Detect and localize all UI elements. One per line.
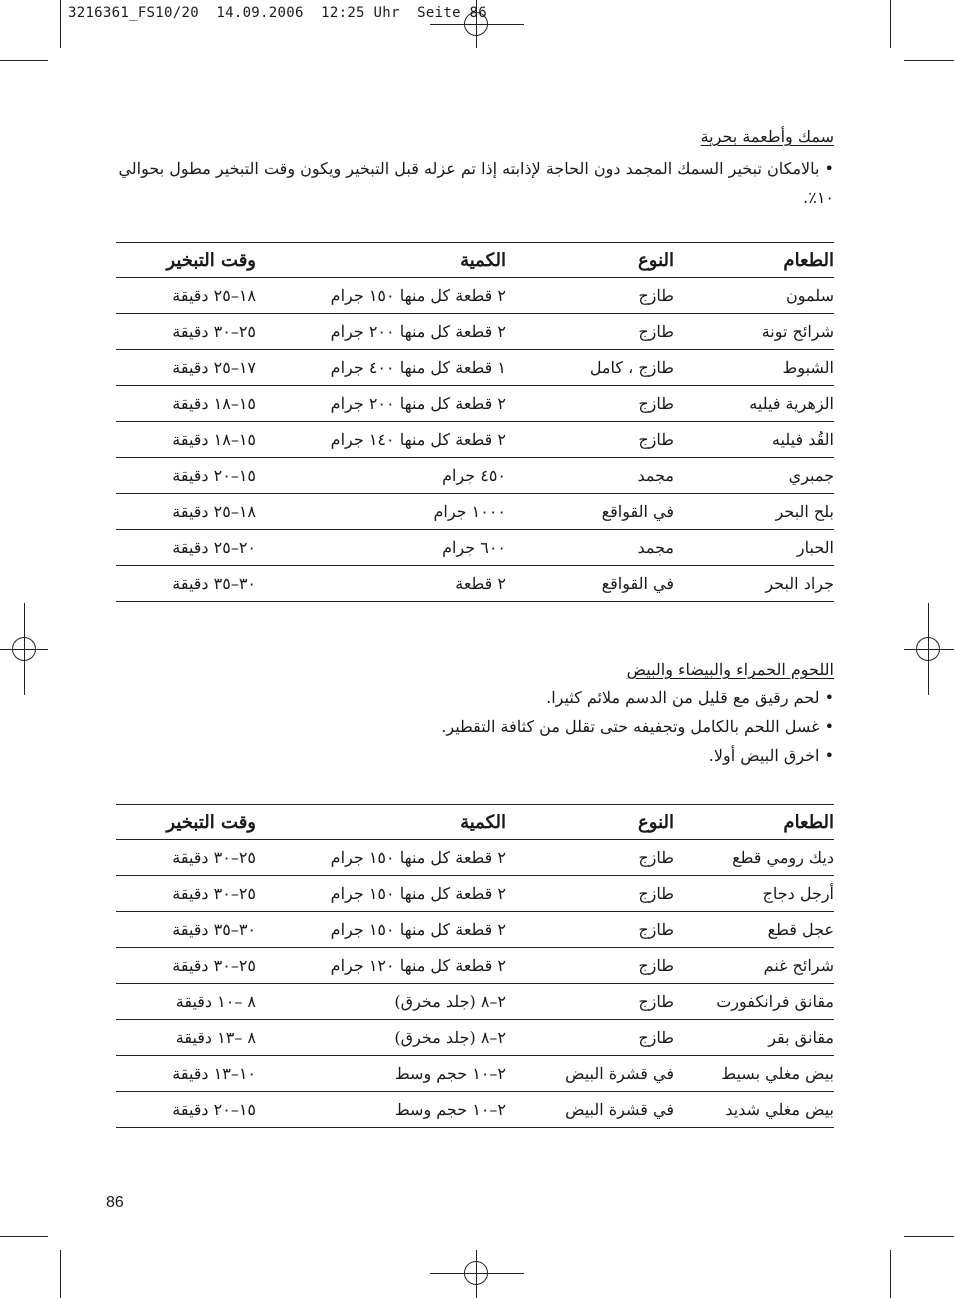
cell-food: أرجل دجاج <box>674 876 834 912</box>
cell-food: بيض مغلي شديد <box>674 1092 834 1128</box>
cell-type: طازج <box>506 876 674 912</box>
cell-type: في قشرة البيض <box>506 1056 674 1092</box>
cell-quantity: ١٠٠٠ جرام <box>256 494 506 530</box>
cell-time: ١٥–١٨ دقيقة <box>116 422 256 458</box>
fish-section <box>116 127 834 212</box>
cell-quantity: ٢ قطعة كل منها ٢٠٠ جرام <box>256 314 506 350</box>
cell-food: جراد البحر <box>674 566 834 602</box>
cell-time: ٣٠–٣٥ دقيقة <box>116 566 256 602</box>
cell-type: طازج <box>506 1020 674 1056</box>
meat-section <box>116 660 834 770</box>
cell-type: طازج <box>506 278 674 314</box>
column-header-time: وقت التبخير <box>116 243 256 278</box>
crop-mark <box>890 1250 891 1298</box>
cell-quantity: ٢ قطعة كل منها ١٥٠ جرام <box>256 912 506 948</box>
print-header: 3216361_FS10/20 14.09.2006 12:25 Uhr Seite 86 <box>68 5 487 21</box>
cell-food: جمبري <box>674 458 834 494</box>
crop-mark <box>60 0 61 48</box>
crop-mark <box>0 1236 48 1237</box>
cell-quantity: ٦٠٠ جرام <box>256 530 506 566</box>
table-header-row <box>116 243 834 278</box>
cell-time: ١٥–١٨ دقيقة <box>116 386 256 422</box>
cell-food: القُد فيليه <box>674 422 834 458</box>
cell-type: طازج <box>506 314 674 350</box>
fish-steaming-table <box>116 242 834 602</box>
cell-quantity: ٢ قطعة <box>256 566 506 602</box>
cell-quantity: ٢ قطعة كل منها ١٥٠ جرام <box>256 876 506 912</box>
registration-circle-icon <box>12 637 36 661</box>
table-row <box>116 314 834 350</box>
cell-quantity: ٢ قطعة كل منها ١٥٠ جرام <box>256 840 506 876</box>
cell-type: طازج <box>506 912 674 948</box>
cell-type: في القواقع <box>506 494 674 530</box>
crop-mark <box>890 0 891 48</box>
table-row <box>116 566 834 602</box>
cell-quantity: ١ قطعة كل منها ٤٠٠ جرام <box>256 350 506 386</box>
column-header-quantity: الكمية <box>256 243 506 278</box>
bullet-item: • لحم رقيق مع قليل من الدسم ملائم كثيرا. <box>546 688 834 707</box>
section-title: اللحوم الحمراء والبيضاء والبيض <box>626 660 834 679</box>
table-row <box>116 948 834 984</box>
table-row <box>116 912 834 948</box>
table-row <box>116 278 834 314</box>
table-row <box>116 494 834 530</box>
table-row <box>116 1056 834 1092</box>
cell-time: ١٥–٢٠ دقيقة <box>116 1092 256 1128</box>
cell-type: طازج ، كامل <box>506 350 674 386</box>
cell-food: عجل قطع <box>674 912 834 948</box>
cell-type: طازج <box>506 422 674 458</box>
cell-time: ١٠–١٣ دقيقة <box>116 1056 256 1092</box>
table-row <box>116 1092 834 1128</box>
cell-quantity: ٢–٨ (جلد مخرق) <box>256 1020 506 1056</box>
table-row <box>116 422 834 458</box>
table-header-row <box>116 805 834 840</box>
table-row <box>116 530 834 566</box>
cell-food: الحبار <box>674 530 834 566</box>
cell-time: ٢٠–٢٥ دقيقة <box>116 530 256 566</box>
cell-type: طازج <box>506 840 674 876</box>
registration-circle-icon <box>464 1261 488 1285</box>
cell-time: ٢٥–٣٠ دقيقة <box>116 314 256 350</box>
column-header-type: النوع <box>506 805 674 840</box>
cell-food: ديك رومي قطع <box>674 840 834 876</box>
cell-time: ٨ –١٣ دقيقة <box>116 1020 256 1056</box>
crop-mark <box>904 1236 954 1237</box>
column-header-food: الطعام <box>674 243 834 278</box>
cell-quantity: ٤٥٠ جرام <box>256 458 506 494</box>
cell-time: ١٧–٢٥ دقيقة <box>116 350 256 386</box>
cell-food: شرائح غنم <box>674 948 834 984</box>
column-header-time: وقت التبخير <box>116 805 256 840</box>
column-header-quantity: الكمية <box>256 805 506 840</box>
column-header-food: الطعام <box>674 805 834 840</box>
cell-type: في القواقع <box>506 566 674 602</box>
cell-quantity: ٢–١٠ حجم وسط <box>256 1056 506 1092</box>
cell-food: مقانق بقر <box>674 1020 834 1056</box>
cell-food: مقانق فرانكفورت <box>674 984 834 1020</box>
column-header-type: النوع <box>506 243 674 278</box>
cell-time: ١٨–٢٥ دقيقة <box>116 278 256 314</box>
crop-mark <box>904 60 954 61</box>
cell-time: ١٨–٢٥ دقيقة <box>116 494 256 530</box>
table-row <box>116 984 834 1020</box>
table-row <box>116 386 834 422</box>
cell-quantity: ٢–٨ (جلد مخرق) <box>256 984 506 1020</box>
page-number: 86 <box>106 1194 124 1211</box>
cell-type: مجمد <box>506 530 674 566</box>
table-row <box>116 458 834 494</box>
cell-time: ٣٠–٣٥ دقيقة <box>116 912 256 948</box>
cell-food: بلح البحر <box>674 494 834 530</box>
cell-food: شرائح تونة <box>674 314 834 350</box>
cell-quantity: ٢ قطعة كل منها ١٤٠ جرام <box>256 422 506 458</box>
bullet-item: • غسل اللحم بالكامل وتجفيفه حتى تقلل من كثافة التقطير. <box>441 717 834 736</box>
cell-food: الزهرية فيليه <box>674 386 834 422</box>
registration-circle-icon <box>916 637 940 661</box>
cell-time: ٢٥–٣٠ دقيقة <box>116 876 256 912</box>
cell-quantity: ٢ قطعة كل منها ١٢٠ جرام <box>256 948 506 984</box>
cell-food: الشبوط <box>674 350 834 386</box>
cell-time: ٨ –١٠ دقيقة <box>116 984 256 1020</box>
cell-time: ١٥–٢٠ دقيقة <box>116 458 256 494</box>
table-row <box>116 876 834 912</box>
cell-quantity: ٢ قطعة كل منها ٢٠٠ جرام <box>256 386 506 422</box>
meat-steaming-table <box>116 804 834 1128</box>
table-row <box>116 350 834 386</box>
table-row <box>116 840 834 876</box>
cell-quantity: ٢–١٠ حجم وسط <box>256 1092 506 1128</box>
cell-type: مجمد <box>506 458 674 494</box>
crop-mark <box>0 60 48 61</box>
bullet-item: • بالامكان تبخير السمك المجمد دون الحاجة لإذابته إذا تم عزله قبل التبخير ويكون وقت التبخير مطول بحوالي ١٠٪. <box>118 159 834 207</box>
cell-type: طازج <box>506 948 674 984</box>
cell-quantity: ٢ قطعة كل منها ١٥٠ جرام <box>256 278 506 314</box>
crop-mark <box>60 1250 61 1298</box>
cell-time: ٢٥–٣٠ دقيقة <box>116 948 256 984</box>
cell-time: ٢٥–٣٠ دقيقة <box>116 840 256 876</box>
cell-food: بيض مغلي بسيط <box>674 1056 834 1092</box>
section-title: سمك وأطعمة بحرية <box>700 127 834 146</box>
cell-food: سلمون <box>674 278 834 314</box>
cell-type: طازج <box>506 984 674 1020</box>
table-row <box>116 1020 834 1056</box>
cell-type: طازج <box>506 386 674 422</box>
bullet-item: • اخرق البيض أولا. <box>708 746 834 765</box>
cell-type: في قشرة البيض <box>506 1092 674 1128</box>
